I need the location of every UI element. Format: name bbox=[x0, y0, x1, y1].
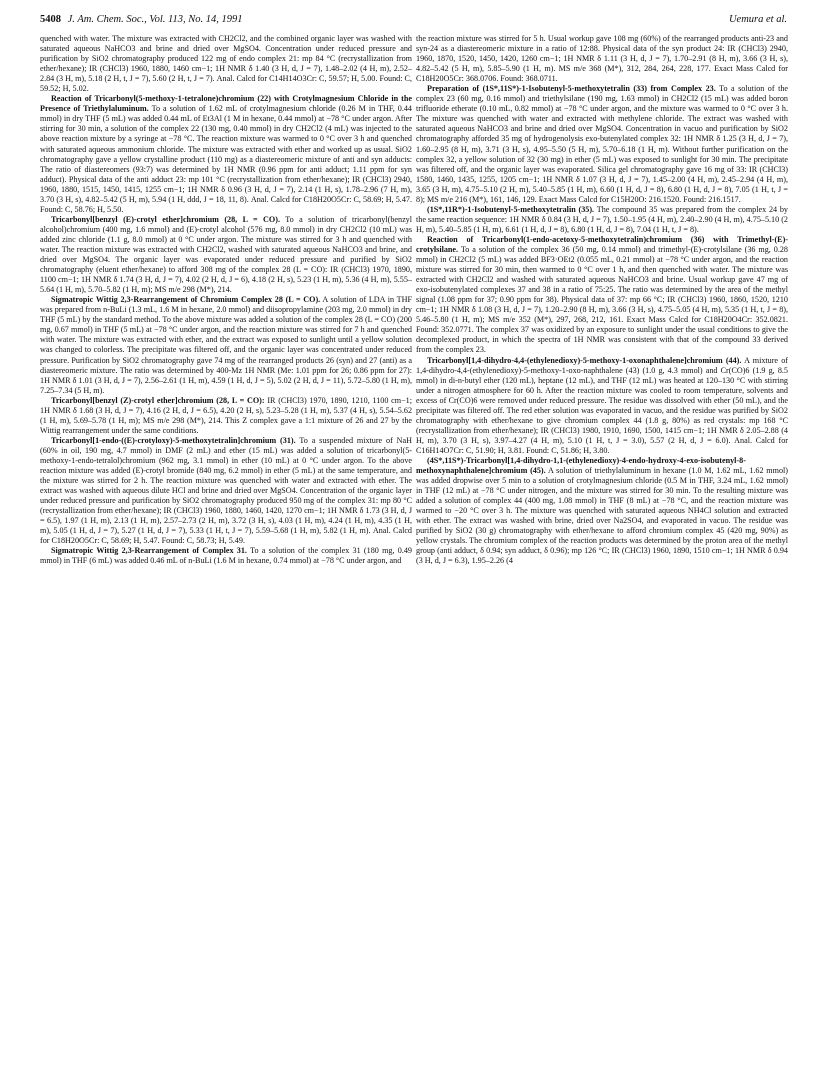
paragraph-text: To a solution of the complex 23 (60 mg, 0.16 mmol) and triethylsilane (190 mg, 1.63 mmol) in CH2Cl2 (15 mL) was added boron trifluoride etherate (0.10 mL, 0.82 mmol) at −78 °C under argon, and the mixture was warmed to 0 °C over 3 h. The mixture was quenched with water and extracted with methylene chloride. The extract was washed with saturated aqueous NaHCO3 and brine and dried over MgSO4. Concentration in vacuo and purification by SiO2 chromatography afforded 35 mg of hydrogenolysis exo-butenylated complex 32: 1H NMR δ 1.25 (3 H, d, J = 7), 1.60–2.95 (8 H, m), 3.71 (3 H, s), 4.95–5.50 (5 H, m), 5.70–6.18 (1 H, m). Without further purification on the complex 32, a yellow solution of 32 (30 mg) in ether (5 mL) was exposed to sunlight for 30 min. The precipitate was filtered off, and the organic layer was evaporated. Silica gel chromatography gave 16 mg of 33: IR (CHCl3) 1580, 1460, 1435, 1255, 1205 cm−1; 1H NMR δ 1.07 (3 H, d, J = 7), 1.45–2.00 (4 H, m), 2.45–2.94 (4 H, m), 3.65 (3 H, m), 4.75–5.10 (2 H, m), 5.40–5.85 (1 H, m), 6.60 (1 H, d, J = 8), 6.80 (1 H, d, J = 8), 7.05 (1 H, t, J = 8); MS m/e 216 (M*), 161, 146, 129. Exact Mass Calcd for C15H20O: 216.1520. Found: 216.1517. bbox=[416, 84, 788, 204]
right-column bbox=[416, 34, 788, 1059]
section-heading: Reaction of Tricarbonyl(5-methoxy-1-tetralone)chromium (22) with Crotylmagnesium Chloride in the Presence of Triethylaluminum. bbox=[40, 94, 412, 114]
paragraph-text: The compound 35 was prepared from the complex 24 by the same reaction sequence: 1H NMR δ 0.84 (3 H, d, J = 7), 1.50–1.95 (4 H, m), 2.40–2.90 (4 H, m), 4.75–5.10 (2 H, m), 5.40–5.85 (1 H, m), 6.61 (1 H, d, J = 8), 6.80 (1 H, d, J = 8), 7.04 (1 H, t, J = 8). bbox=[416, 204, 788, 234]
paragraph bbox=[40, 215, 412, 295]
paragraph-text: To a solution of 1.62 mL of crotylmagnesium chloride (0.26 M in THF, 0.44 mmol) in dry THF (5 mL) was added 0.44 mL of Et3Al (1 M in hexane, 0.44 mmol) at −78 °C under argon. After stirring for 30 min, a solution of the complex 22 (130 mg, 0.40 mmol) in dry CH2Cl2 (4 mL) was injected to the above reaction mixture by a syringe at −78 °C. The reaction mixture was warmed to 0 °C over 3 h and quenched with saturated aqueous ammonium chloride. The mixture was extracted with ether and worked up as usual. SiO2 chromatography gave a yellow crystalline product (110 mg) as a diastereomeric mixture of anti and syn adducts: The ratio of diastereomers (93:7) was determined by 1H NMR (0.96 ppm for anti adduct; 1.11 ppm for syn adduct). Physical data of the anti adduct 23: mp 101 °C (recrystallization from ether/hexane); IR (CHCl3) 2940, 1960, 1880, 1515, 1450, 1415, 1255 cm−1; 1H NMR δ 0.96 (3 H, d, J = 7), 2.14 (1 H, s), 1.78–2.96 (7 H, m), 3.70 (3 H, s), 4.82–5.42 (5 H, m), 5.94 (1 H, ddd, J = 18, 11, 8). Anal. Calcd for C18H20O5Cr: C, 58.69; H, 5.47. Found: C, 58.76; H, 5.50. bbox=[40, 104, 412, 214]
section-heading: Sigmatropic Wittig 2,3-Rearrangement of Chromium Complex 28 (L = CO). bbox=[51, 295, 321, 305]
paragraph-text: To a suspended mixture of NaH (60% in oil, 190 mg, 4.7 mmol) in DMF (2 mL) and ether (15 mL) was added a solution of tricarbonyl(5-methoxy-1-endo-tetralol)chromium (962 mg, 3.1 mmol) in ether (10 mL) at 0 °C under argon. To the above reaction mixture was added (E)-crotyl bromide (840 mg, 6.2 mmol) in ether (5 mL) at the same temperature, and the mixture was stirred for 2 h. The reaction mixture was quenched with water and extracted with ether. The extract was washed with aqueous dilute HCl and brine and dried over MgSO4. Concentration of the organic layer under reduced pressure and purification by SiO2 chromatography produced 950 mg of the complex 31: mp 80 °C (recrystallization from ether/hexane); IR (CHCl3) 1960, 1880, 1460, 1420, 1270 cm−1; 1H NMR δ 1.73 (3 H, d, J = 6.5), 1.97 (1 H, m), 2.13 (1 H, m), 2.57–2.73 (2 H, m), 3.72 (3 H, s), 4.03 (1 H, m), 4.24 (1 H, m), 4.35 (1 H, m), 5.05 (1 H, d, J = 7), 5.27 (1 H, d, J = 7), 5.33 (1 H, t, J = 7), 5.59–5.68 (1 H, m), 5.82 (1 H, m). Anal. Calcd for C18H20O5Cr: C, 58.69; H, 5.47. Found: C, 58.73; H, 5.49. bbox=[40, 435, 412, 546]
paragraph bbox=[40, 546, 412, 566]
paragraph-text: A solution of triethylaluminum in hexane (1.0 M, 1.62 mL, 1.62 mmol) was added dropwise over 5 min to a solution of crotylmagnesium chloride (0.5 M in THF, 3.24 mL, 1.62 mmol) in THF (12 mL) at −78 °C under nitrogen, and the mixture was stirred for 30 min. To the resulting mixture was added a solution of complex 44 (400 mg, 1.08 mmol) in THF (8 mL) at −78 °C, and the reaction mixture was warmed to −20 °C over 3 h. The mixture was quenched with saturated aqueous NH4Cl solution and extracted with ether. The extract was washed with brine, dried over Na2SO4, and evaporated in vacuo. The residue was purified by SiO2 (30 g) chromatography with ether/hexane to afford chromium complex 45 (420 mg, 90%) as yellow crystals. The chromium complex of the reaction products was determined by the proton area of the methyl group (anti adduct, δ 0.94; syn adduct, δ 0.96); mp 126 °C; IR (CHCl3) 1960, 1890, 1510 cm−1; 1H NMR δ 0.94 (3 H, d, J = 6.3), 1.95–2.26 (4 bbox=[416, 466, 788, 566]
paragraph-text: A solution of LDA in THF was prepared from n-BuLi (1.3 mL, 1.6 M in hexane, 2.0 mmol) and diisopropylamine (203 mg, 2.0 mmol) in dry THF (5 mL) by the standard method. To the above mixture was added a solution of the complex 28 (L = CO) (200 mg, 0.67 mmol) in THF (5 mL) at −78 °C under argon, and the reaction mixture was stirred for 7 h and quenched with water. The mixture was extracted with ether, and the extract was exposed to sunlight until a yellow solution was changed to colorless. The precipitate was filtered off, and the organic layer was concentrated under reduced pressure. Purification by SiO2 chromatography gave 74 mg of the rearranged products 26 (syn) and 27 (anti) as a diastereomeric mixture. The ratio was determined by 400-Mz 1H NMR (Me: 1.01 ppm for 26; 0.86 ppm for 27): 1H NMR δ 1.01 (3 H, d, J = 7), 2.56–2.61 (1 H, m), 4.59 (1 H, d, J = 5), 5.02 (2 H, d, J = 11), 5.72–5.80 (1 H, m), 7.25–7.34 (5 H, m). bbox=[40, 295, 412, 395]
paragraph bbox=[416, 356, 788, 456]
paragraph bbox=[416, 456, 788, 567]
page-number: 5408 bbox=[40, 14, 61, 25]
paragraph bbox=[416, 34, 788, 84]
running-authors: Uemura et al. bbox=[728, 14, 787, 25]
section-heading: Preparation of (1S*,11S*)-1-Isobutenyl-5-methoxytetralin (33) from Complex 23. bbox=[427, 84, 716, 94]
paragraph-text: IR (CHCl3) 1970, 1890, 1210, 1100 cm−1; 1H NMR δ 1.68 (3 H, d, J = 7), 4.16 (2 H, d, J = 6.5), 4.20 (2 H, s), 5.23–5.28 (1 H, m), 5.37 (4 H, s), 5.54–5.62 (1 H, m), 5.69–5.78 (1 H, m); MS m/e 298 (M*), 214. This Z complex gave a 1:1 mixture of 26 and 27 by the Wittig rearrangement under the same conditions. bbox=[40, 395, 412, 435]
section-heading: (4S*,11S*)-Tricarbonyl[1,4-dihydro-1,1-(ethylenedioxy)-4-endo-hydroxy-4-exo-isobutenyl-8-methoxynaphthalene]chromium (45). bbox=[416, 455, 746, 476]
section-heading: Tricarbonyl[1,4-dihydro-4,4-(ethylenedioxy)-5-methoxy-1-oxonaphthalene]chromium (44). bbox=[427, 355, 742, 365]
paragraph-text: quenched with water. The mixture was extracted with CH2Cl2, and the combined organic layer was washed with saturated aqueous NaHCO3 and brine and dried over MgSO4. Concentration under reduced pressure and purification by SiO2 chromatography produced 122 mg of endo complex 21: mp 84 °C (recrystallization from ether/hexane); IR (CHCl3) 1960, 1880, 1460 cm−1; 1H NMR δ 1.40 (3 H, d, J = 7), 1.48–2.02 (4 H, m), 2.52–2.84 (3 H, m), 5.18 (2 H, t, J = 7), 5.60 (2 H, t, J = 7). Anal. Calcd for C14H14O3Cr: C, 59.57; H, 5.00. Found: C, 59.52; H, 5.02. bbox=[40, 34, 412, 94]
paragraph-text: To a solution of the complex 31 (180 mg, 0.49 mmol) in THF (6 mL) was added 0.46 mL of n-BuLi (1.6 M in hexane, 0.74 mmol) at −78 °C under argon, and bbox=[40, 546, 412, 566]
paragraph-text: the reaction mixture was stirred for 5 h. Usual workup gave 108 mg (60%) of the rearranged products anti-23 and syn-24 as a diastereomeric mixture in a ratio of 12:88. Physical data of the syn product 24: IR (CHCl3) 2940, 1960, 1870, 1520, 1450, 1420, 1260 cm−1; 1H NMR δ 1.11 (3 H, d, J = 7), 1.70–2.91 (8 H, m), 3.66 (3 H, s), 4.82–5.42 (5 H, m), 5.85–5.90 (1 H, m). MS m/e 368 (M*), 312, 284, 264, 228, 177. Exact Mass Calcd for C18H20O5Cr: 368.0706. Found: 368.0711. bbox=[416, 34, 788, 84]
paragraph bbox=[40, 34, 412, 94]
section-heading: Tricarbonyl[benzyl (Z)-crotyl ether]chromium (28, L = CO): bbox=[51, 395, 265, 405]
paragraph bbox=[40, 295, 412, 395]
section-heading: Reaction of Tricarbonyl(1-endo-acetoxy-5-methoxytetralin)chromium (36) with Trimethyl-(E)-crotylsilane. bbox=[416, 234, 788, 254]
section-heading: Sigmatropic Wittig 2,3-Rearrangement of Complex 31. bbox=[51, 546, 247, 556]
section-heading: (1S*,11R*)-1-Isobutenyl-5-methoxytetralin (35). bbox=[427, 204, 595, 214]
page-header bbox=[40, 14, 787, 30]
paragraph bbox=[40, 436, 412, 547]
paragraph bbox=[40, 94, 412, 215]
paragraph-text: A mixture of 1,4-dihydro-4,4-(ethylenedioxy)-5-methoxy-1-oxo-naphthalene (43) (1.0 g, 4.3 mmol) and Cr(CO)6 (1.9 g, 8.5 mmol) in di-n-butyl ether (120 mL), heptane (12 mL), and THF (12 mL) was heated at 120–130 °C with stirring under a nitrogen atmosphere for 60 h. After the reaction mixture was cooled to room temperature, solvents and excess of Cr(CO)6 were removed under reduced pressure. The residue was dissolved with ether (50 mL), and the precipitate was filtered off. The red ether solution was evaporated in vacuo, and the residue was purified by SiO2 chromatography with ether/hexane to give chromium complex 44 (1.8 g, 80%) as red crystals: mp 168 °C (recrystallization from ether/hexane); IR (CHCl3) 1980, 1910, 1690, 1500, 1415 cm−1; 1H NMR δ 2.05–2.88 (4 H, m), 3.70 (3 H, s), 3.97–4.27 (4 H, m), 5.10 (1 H, t, J = 3.0), 5.57 (2 H, d, J = 6.0). Anal. Calcd for C16H14O7Cr: C, 51.90; H, 3.81. Found: C, 51.86; H, 3.80. bbox=[416, 355, 788, 455]
paragraph bbox=[416, 205, 788, 235]
paragraph bbox=[40, 396, 412, 436]
section-heading: Tricarbonyl[benzyl (E)-crotyl ether]chromium (28, L = CO). bbox=[51, 214, 280, 224]
paragraph-text: To a solution of tricarbonyl(benzyl alcohol)chromium (400 mg, 1.6 mmol) and (E)-crotyl alcohol (576 mg, 8.0 mmol) in dry CH2Cl2 (10 mL) was added zinc chloride (1.1 g, 8.0 mmol) at 0 °C under argon. The mixture was stirred for 3 h and quenched with water. The reaction mixture was extracted with CH2Cl2, washed with saturated aqueous NaHCO3 and brine, and dried over MgSO4. The organic layer was evaporated under reduced pressure and purified by SiO2 chromatography (eluent ether/hexane) to afford 308 mg of the complex 28 (L = CO): IR (CHCl3) 1970, 1890, 1100 cm−1; 1H NMR δ 1.74 (3 H, d, J = 7), 4.02 (2 H, d, J = 6), 4.18 (2 H, s), 5.23 (1 H, m), 5.36 (4 H, m), 5.55–5.64 (1 H, m), 5.70–5.82 (1 H, m); MS m/e 298 (M*), 214. bbox=[40, 214, 412, 295]
paragraph bbox=[416, 84, 788, 205]
left-column bbox=[40, 34, 412, 1059]
paragraph-text: To a solution of the complex 36 (50 mg, 0.14 mmol) and trimethyl-(E)-crotylsilane (36 mg, 0.28 mmol) in CH2Cl2 (5 mL) was added BF3·OEt2 (0.055 mL, 0.21 mmol) at −78 °C under argon, and the reaction mixture was stirred for 30 min, then warmed to 0 °C over 1 h, and then quenched with water. The mixture was extracted with CH2Cl2 and washed with saturated aqueous NaHCO3 and brine. Usual workup gave 47 mg of exo-isobutenylated complexes 37 and 38 in a ratio of 75:25. The ratio was determined by the area of the methyl signal (1.08 ppm for 37; 0.90 ppm for 38). Physical data of 37: mp 66 °C; IR (CHCl3) 1960, 1860, 1520, 1210 cm−1; 1H NMR δ 1.08 (3 H, d, J = 7), 1.20–2.90 (8 H, m), 3.66 (3 H, s), 4.75–5.05 (4 H, m), 5.35 (1 H, t, J = 8), 5.46–5.80 (1 H, m); MS m/e 352 (M*), 297, 268, 212, 161. Exact Mass Calcd for C18H20O4Cr: 352.0821. Found: 352.0771. The complex 37 was oxidized by an exposure to sunlight under the usual conditions to give the decomplexed product, in which the spectra of 1H NMR was consistent with that of the compound 33 derived from the complex 23. bbox=[416, 244, 788, 355]
section-heading: Tricarbonyl[1-endo-((E)-crotyloxy)-5-methoxytetralin]chromium (31). bbox=[51, 435, 296, 445]
paragraph bbox=[416, 235, 788, 356]
journal-citation: J. Am. Chem. Soc., Vol. 113, No. 14, 1991 bbox=[67, 14, 243, 25]
